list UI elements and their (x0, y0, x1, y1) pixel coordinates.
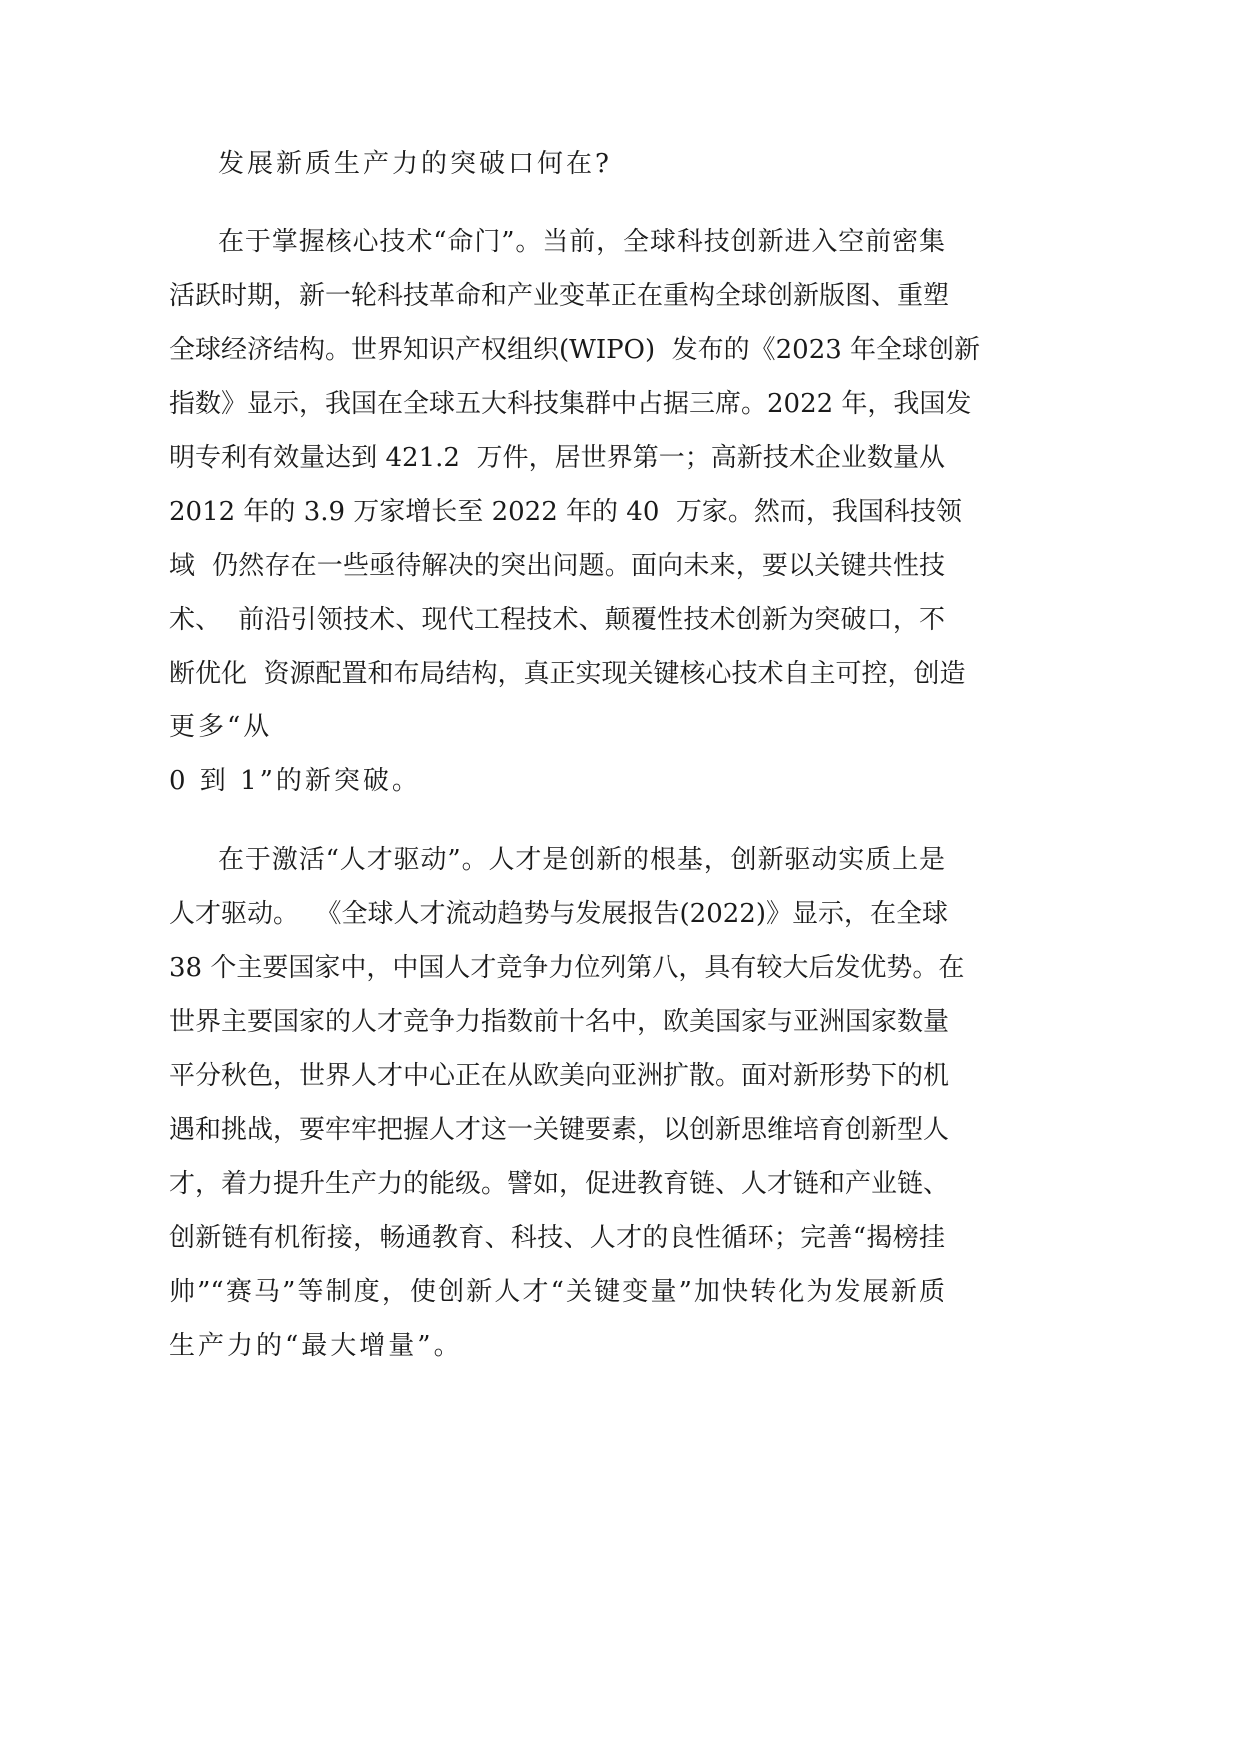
paragraph-line: 创新链有机衔接，畅通教育、科技、人才的良性循环；完善“揭榜挂 (169, 1223, 945, 1253)
paragraph-line: 指数》显示，我国在全球五大科技集群中占据三席。2022 年，我国发 (169, 389, 972, 419)
paragraph-line: 全球经济结构。世界知识产权组织(WIPO) 发布的《2023 年全球创新 (169, 335, 981, 365)
paragraph-line: 域 仍然存在一些亟待解决的突出问题。面向未来，要以关键共性技 (169, 551, 945, 581)
paragraph-line: 2012 年的 3.9 万家增长至 2022 年的 40 万家。然而，我国科技领 (169, 497, 962, 527)
paragraph-line: 0 到 1”的新突破。 (169, 766, 421, 796)
paragraph-line: 明专利有效量达到 421.2 万件，居世界第一；高新技术企业数量从 (169, 443, 945, 473)
paragraph-line: 才，着力提升生产力的能级。譬如，促进教育链、人才链和产业链、 (169, 1169, 950, 1199)
document-heading: 发展新质生产力的突破口何在? (218, 149, 612, 179)
paragraph-line: 断优化 资源配置和布局结构，真正实现关键核心技术自主可控，创造 (169, 659, 966, 689)
paragraph-line: 更多“从 (169, 712, 273, 742)
paragraph-line: 遇和挑战，要牢牢把握人才这一关键要素，以创新思维培育创新型人 (169, 1115, 950, 1145)
paragraph-line: 世界主要国家的人才竞争力指数前十名中，欧美国家与亚洲国家数量 (169, 1007, 950, 1037)
paragraph-line: 活跃时期，新一轮科技革命和产业变革正在重构全球创新版图、重塑 (169, 281, 950, 311)
paragraph-line: 在于激活“人才驱动”。人才是创新的根基，创新驱动实质上是 (218, 845, 945, 875)
paragraph-line: 在于掌握核心技术“命门”。当前，全球科技创新进入空前密集 (218, 227, 945, 257)
paragraph-line: 生产力的“最大增量”。 (169, 1331, 463, 1361)
paragraph-line: 平分秋色，世界人才中心正在从欧美向亚洲扩散。面对新形势下的机 (169, 1061, 950, 1091)
paragraph-line: 38 个主要国家中，中国人才竞争力位列第八，具有较大后发优势。在 (169, 953, 965, 983)
paragraph-line: 帅”“赛马”等制度，使创新人才“关键变量”加快转化为发展新质 (169, 1277, 945, 1307)
paragraph-line: 人才驱动。 《全球人才流动趋势与发展报告(2022)》显示，在全球 (169, 899, 948, 929)
paragraph-line: 术、 前沿引领技术、现代工程技术、颠覆性技术创新为突破口，不 (169, 605, 945, 635)
